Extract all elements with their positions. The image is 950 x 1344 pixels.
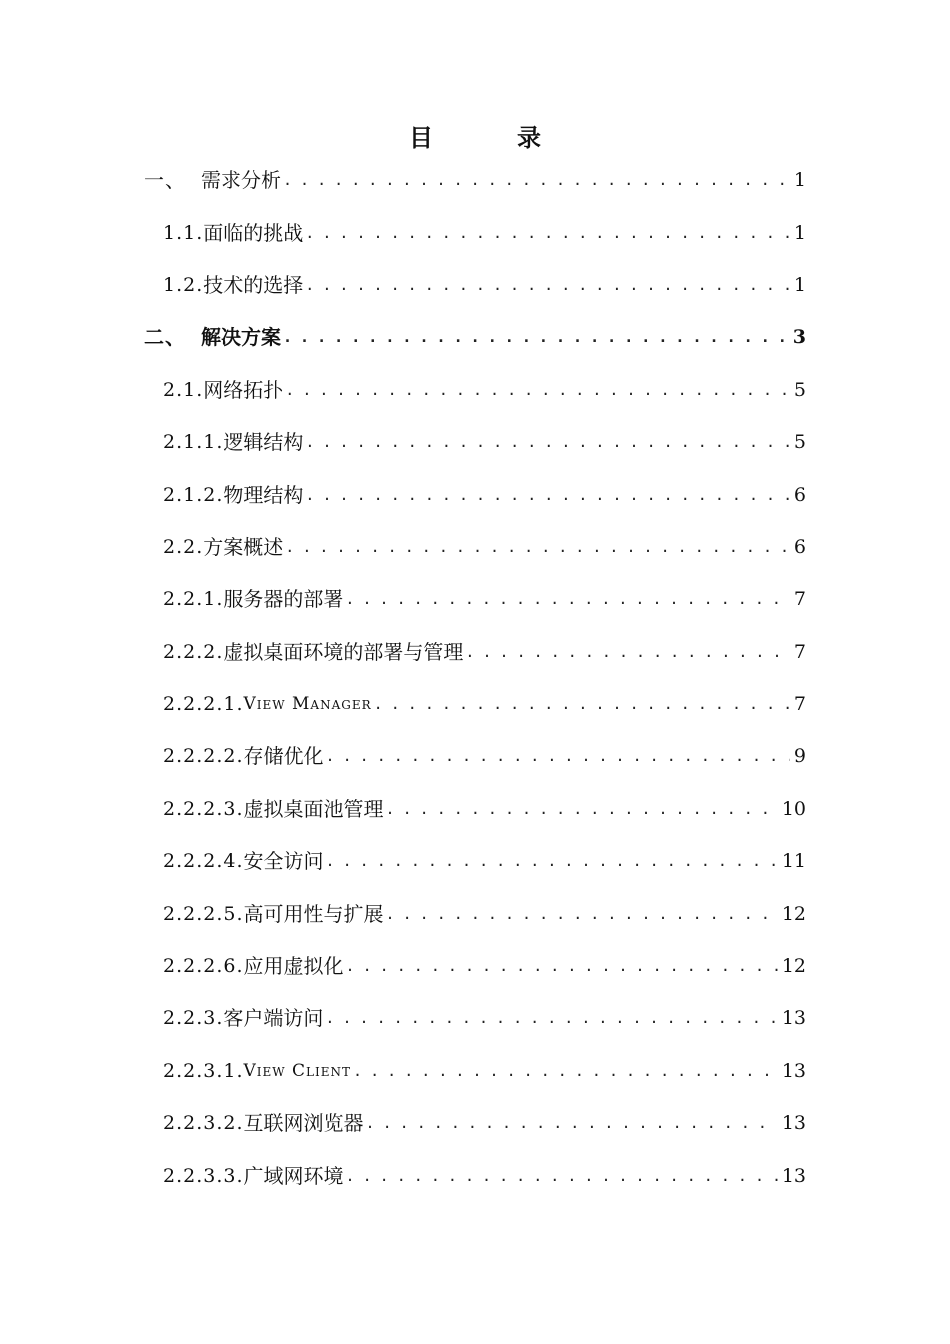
toc-dot-leader [465, 638, 790, 666]
toc-title: 目 录 [409, 124, 571, 152]
toc-dot-leader [325, 1004, 777, 1032]
toc-dot-leader [305, 428, 790, 456]
toc-dot-leader [285, 376, 790, 404]
toc-entry[interactable] [0, 1045, 950, 1097]
toc-entry-page-number: 3 [792, 326, 806, 349]
toc-entry-title: View Client [243, 1060, 352, 1081]
toc-entry-page-number: 13 [781, 1164, 806, 1187]
toc-dot-leader [366, 1109, 778, 1137]
toc-entry[interactable] [0, 468, 950, 520]
toc-entry[interactable] [0, 678, 950, 730]
toc-entry-number: 二、 [144, 325, 186, 350]
toc-entry-page-number: 7 [793, 640, 806, 663]
toc-dot-leader [326, 847, 778, 875]
toc-entry-page-number: 12 [781, 902, 806, 925]
toc-dot-leader [283, 166, 790, 194]
toc-dot-leader [305, 219, 790, 247]
toc-entry-page-number: 9 [793, 745, 806, 768]
toc-entry-number: 2.2.1. [163, 588, 224, 611]
toc-entry-page-number: 13 [781, 1007, 806, 1030]
toc-entry-page-number: 13 [781, 1112, 806, 1135]
toc-entry-page-number: 13 [781, 1059, 806, 1082]
toc-entry-number: 2.2.2.5. [163, 902, 244, 925]
toc-entry-number: 2.2.2.2. [163, 745, 244, 768]
toc-dot-leader [345, 585, 790, 613]
toc-dot-leader [374, 690, 790, 718]
toc-entry[interactable] [0, 573, 950, 625]
toc-dot-leader [386, 900, 778, 928]
toc-entry-number: 2.2.2.1. [163, 693, 244, 716]
toc-entry-title: 方案概述 [203, 534, 284, 559]
toc-entry[interactable] [0, 887, 950, 939]
toc-entry-title: 解决方案 [201, 325, 281, 350]
toc-entry[interactable] [0, 835, 950, 887]
toc-dot-leader [326, 742, 790, 770]
toc-entry-page-number: 1 [793, 273, 806, 296]
toc-entry-number: 2.2.2. [163, 640, 224, 663]
toc-entry-page-number: 11 [781, 850, 806, 873]
toc-entry-number: 2.2. [163, 535, 204, 558]
toc-entry[interactable] [0, 206, 950, 258]
toc-entry-page-number: 12 [781, 955, 806, 978]
toc-entry-number: 2.2.3. [163, 1007, 224, 1030]
toc-entry-title: 服务器的部署 [223, 587, 344, 612]
toc-entry-title: 客户端访问 [223, 1006, 324, 1031]
toc-dot-leader [386, 795, 778, 823]
toc-entry[interactable] [0, 940, 950, 992]
toc-entry-title: 虚拟桌面池管理 [243, 796, 384, 821]
toc-entry-number: 2.1. [163, 378, 204, 401]
toc-entry-number: 一、 [144, 168, 186, 193]
toc-entry-title: 网络拓扑 [203, 377, 284, 402]
toc-entry[interactable] [0, 626, 950, 678]
toc-entry-page-number: 6 [793, 535, 806, 558]
toc-entry-number: 2.2.2.6. [163, 955, 244, 978]
toc-entry-number: 2.2.2.3. [163, 797, 244, 820]
toc-list [0, 154, 950, 1202]
toc-entry-number: 1.1. [163, 221, 204, 244]
toc-entry-title: 逻辑结构 [223, 430, 304, 455]
toc-entry-number: 2.2.3.3. [163, 1164, 244, 1187]
toc-entry[interactable] [0, 1097, 950, 1149]
toc-entry-page-number: 1 [793, 169, 806, 192]
toc-entry-title: View Manager [243, 694, 372, 715]
toc-entry-title: 应用虚拟化 [243, 954, 344, 979]
toc-entry-title: 互联网浏览器 [243, 1111, 364, 1136]
toc-entry[interactable] [0, 416, 950, 468]
toc-dot-leader [283, 323, 789, 351]
toc-entry-page-number: 5 [793, 378, 806, 401]
toc-entry-number: 2.1.1. [163, 431, 224, 454]
toc-dot-leader [353, 1057, 778, 1085]
toc-dot-leader [305, 481, 790, 509]
toc-entry[interactable] [0, 311, 950, 363]
toc-entry-page-number: 6 [793, 483, 806, 506]
toc-entry-title: 存储优化 [243, 744, 324, 769]
toc-dot-leader [285, 533, 790, 561]
toc-entry-number: 2.2.3.2. [163, 1112, 244, 1135]
toc-entry-number: 1.2. [163, 273, 204, 296]
toc-entry[interactable] [0, 154, 950, 206]
toc-entry[interactable] [0, 730, 950, 782]
toc-entry-title: 安全访问 [243, 849, 324, 874]
toc-dot-leader [346, 952, 778, 980]
toc-entry[interactable] [0, 783, 950, 835]
toc-entry-title: 广域网环境 [243, 1163, 344, 1188]
toc-entry[interactable] [0, 521, 950, 573]
toc-entry-page-number: 10 [781, 797, 806, 820]
toc-entry-title: 面临的挑战 [203, 220, 304, 245]
toc-entry-page-number: 5 [793, 431, 806, 454]
toc-entry-number: 2.2.2.4. [163, 850, 244, 873]
toc-entry-page-number: 1 [793, 221, 806, 244]
toc-entry-title: 技术的选择 [203, 272, 304, 297]
toc-dot-leader [305, 271, 790, 299]
toc-entry[interactable] [0, 364, 950, 416]
toc-entry[interactable] [0, 992, 950, 1044]
toc-entry-title: 高可用性与扩展 [243, 901, 384, 926]
toc-entry-title: 物理结构 [223, 482, 304, 507]
toc-entry-title: 需求分析 [201, 168, 281, 193]
toc-entry[interactable] [0, 1149, 950, 1201]
toc-entry-title: 虚拟桌面环境的部署与管理 [223, 639, 464, 664]
toc-entry-page-number: 7 [793, 693, 806, 716]
toc-entry-number: 2.2.3.1. [163, 1059, 244, 1082]
toc-entry-page-number: 7 [793, 588, 806, 611]
toc-entry-number: 2.1.2. [163, 483, 224, 506]
toc-dot-leader [346, 1162, 778, 1190]
toc-entry[interactable] [0, 259, 950, 311]
